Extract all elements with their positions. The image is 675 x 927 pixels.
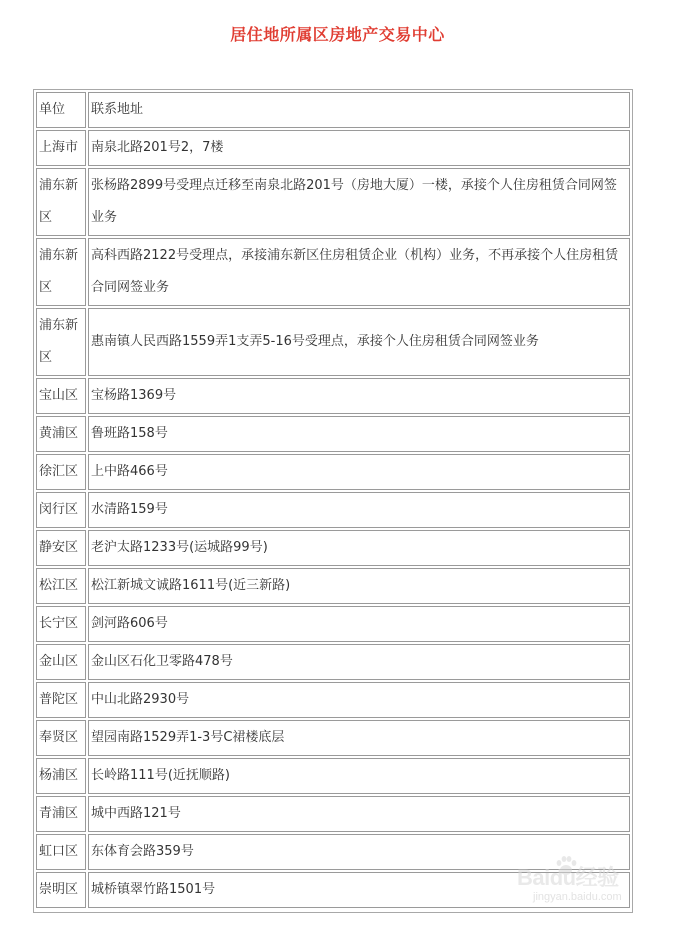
cell-unit: 浦东新区	[36, 308, 86, 376]
cell-address: 惠南镇人民西路1559弄1支弄5-16号受理点，承接个人住房租赁合同网签业务	[88, 308, 630, 376]
cell-address: 城中西路121号	[88, 796, 630, 832]
table-row	[36, 568, 630, 604]
cell-address: 松江新城文诚路1611号(近三新路)	[88, 568, 630, 604]
header-unit: 单位	[36, 92, 86, 128]
cell-address: 金山区石化卫零路478号	[88, 644, 630, 680]
cell-address: 东体育会路359号	[88, 834, 630, 870]
cell-unit: 浦东新区	[36, 238, 86, 306]
table-row	[36, 796, 630, 832]
cell-unit: 杨浦区	[36, 758, 86, 794]
cell-address: 水清路159号	[88, 492, 630, 528]
cell-unit: 静安区	[36, 530, 86, 566]
cell-unit: 宝山区	[36, 378, 86, 414]
table-row	[36, 682, 630, 718]
table-row	[36, 130, 630, 166]
cell-address: 剑河路606号	[88, 606, 630, 642]
offices-table	[34, 90, 632, 910]
cell-unit: 浦东新区	[36, 168, 86, 236]
table-row	[36, 308, 630, 376]
cell-unit: 黄浦区	[36, 416, 86, 452]
cell-unit: 普陀区	[36, 682, 86, 718]
page-title: 居住地所属区房地产交易中心	[230, 25, 445, 44]
table-row	[36, 606, 630, 642]
table-row	[36, 454, 630, 490]
watermark-brand: Baidu经验	[517, 865, 619, 890]
cell-address: 鲁班路158号	[88, 416, 630, 452]
cell-address: 城桥镇翠竹路1501号	[88, 872, 630, 908]
cell-address: 长岭路111号(近抚顺路)	[88, 758, 630, 794]
cell-unit: 金山区	[36, 644, 86, 680]
cell-address: 张杨路2899号受理点迁移至南泉北路201号（房地大厦）一楼，承接个人住房租赁合同网签业务	[88, 168, 630, 236]
table-row	[36, 238, 630, 306]
cell-unit: 奉贤区	[36, 720, 86, 756]
cell-address: 中山北路2930号	[88, 682, 630, 718]
cell-unit: 虹口区	[36, 834, 86, 870]
cell-unit: 徐汇区	[36, 454, 86, 490]
watermark-url: jingyan.baidu.com	[533, 891, 622, 903]
table-row	[36, 720, 630, 756]
table-row	[36, 530, 630, 566]
cell-unit: 闵行区	[36, 492, 86, 528]
cell-unit: 上海市	[36, 130, 86, 166]
cell-unit: 青浦区	[36, 796, 86, 832]
table-row	[36, 492, 630, 528]
cell-unit: 崇明区	[36, 872, 86, 908]
table-header-row	[36, 92, 630, 128]
offices-table-frame	[33, 89, 633, 913]
table-row	[36, 378, 630, 414]
cell-address: 南泉北路201号2，7楼	[88, 130, 630, 166]
watermark	[517, 857, 637, 909]
table-row	[36, 416, 630, 452]
table-row	[36, 644, 630, 680]
cell-address: 老沪太路1233号(运城路99号)	[88, 530, 630, 566]
cell-unit: 松江区	[36, 568, 86, 604]
table-row	[36, 168, 630, 236]
header-address: 联系地址	[88, 92, 630, 128]
cell-unit: 长宁区	[36, 606, 86, 642]
cell-address: 上中路466号	[88, 454, 630, 490]
cell-address: 宝杨路1369号	[88, 378, 630, 414]
cell-address: 望园南路1529弄1-3号C裙楼底层	[88, 720, 630, 756]
cell-address: 高科西路2122号受理点，承接浦东新区住房租赁企业（机构）业务，不再承接个人住房租赁合同网签业务	[88, 238, 630, 306]
table-row	[36, 758, 630, 794]
